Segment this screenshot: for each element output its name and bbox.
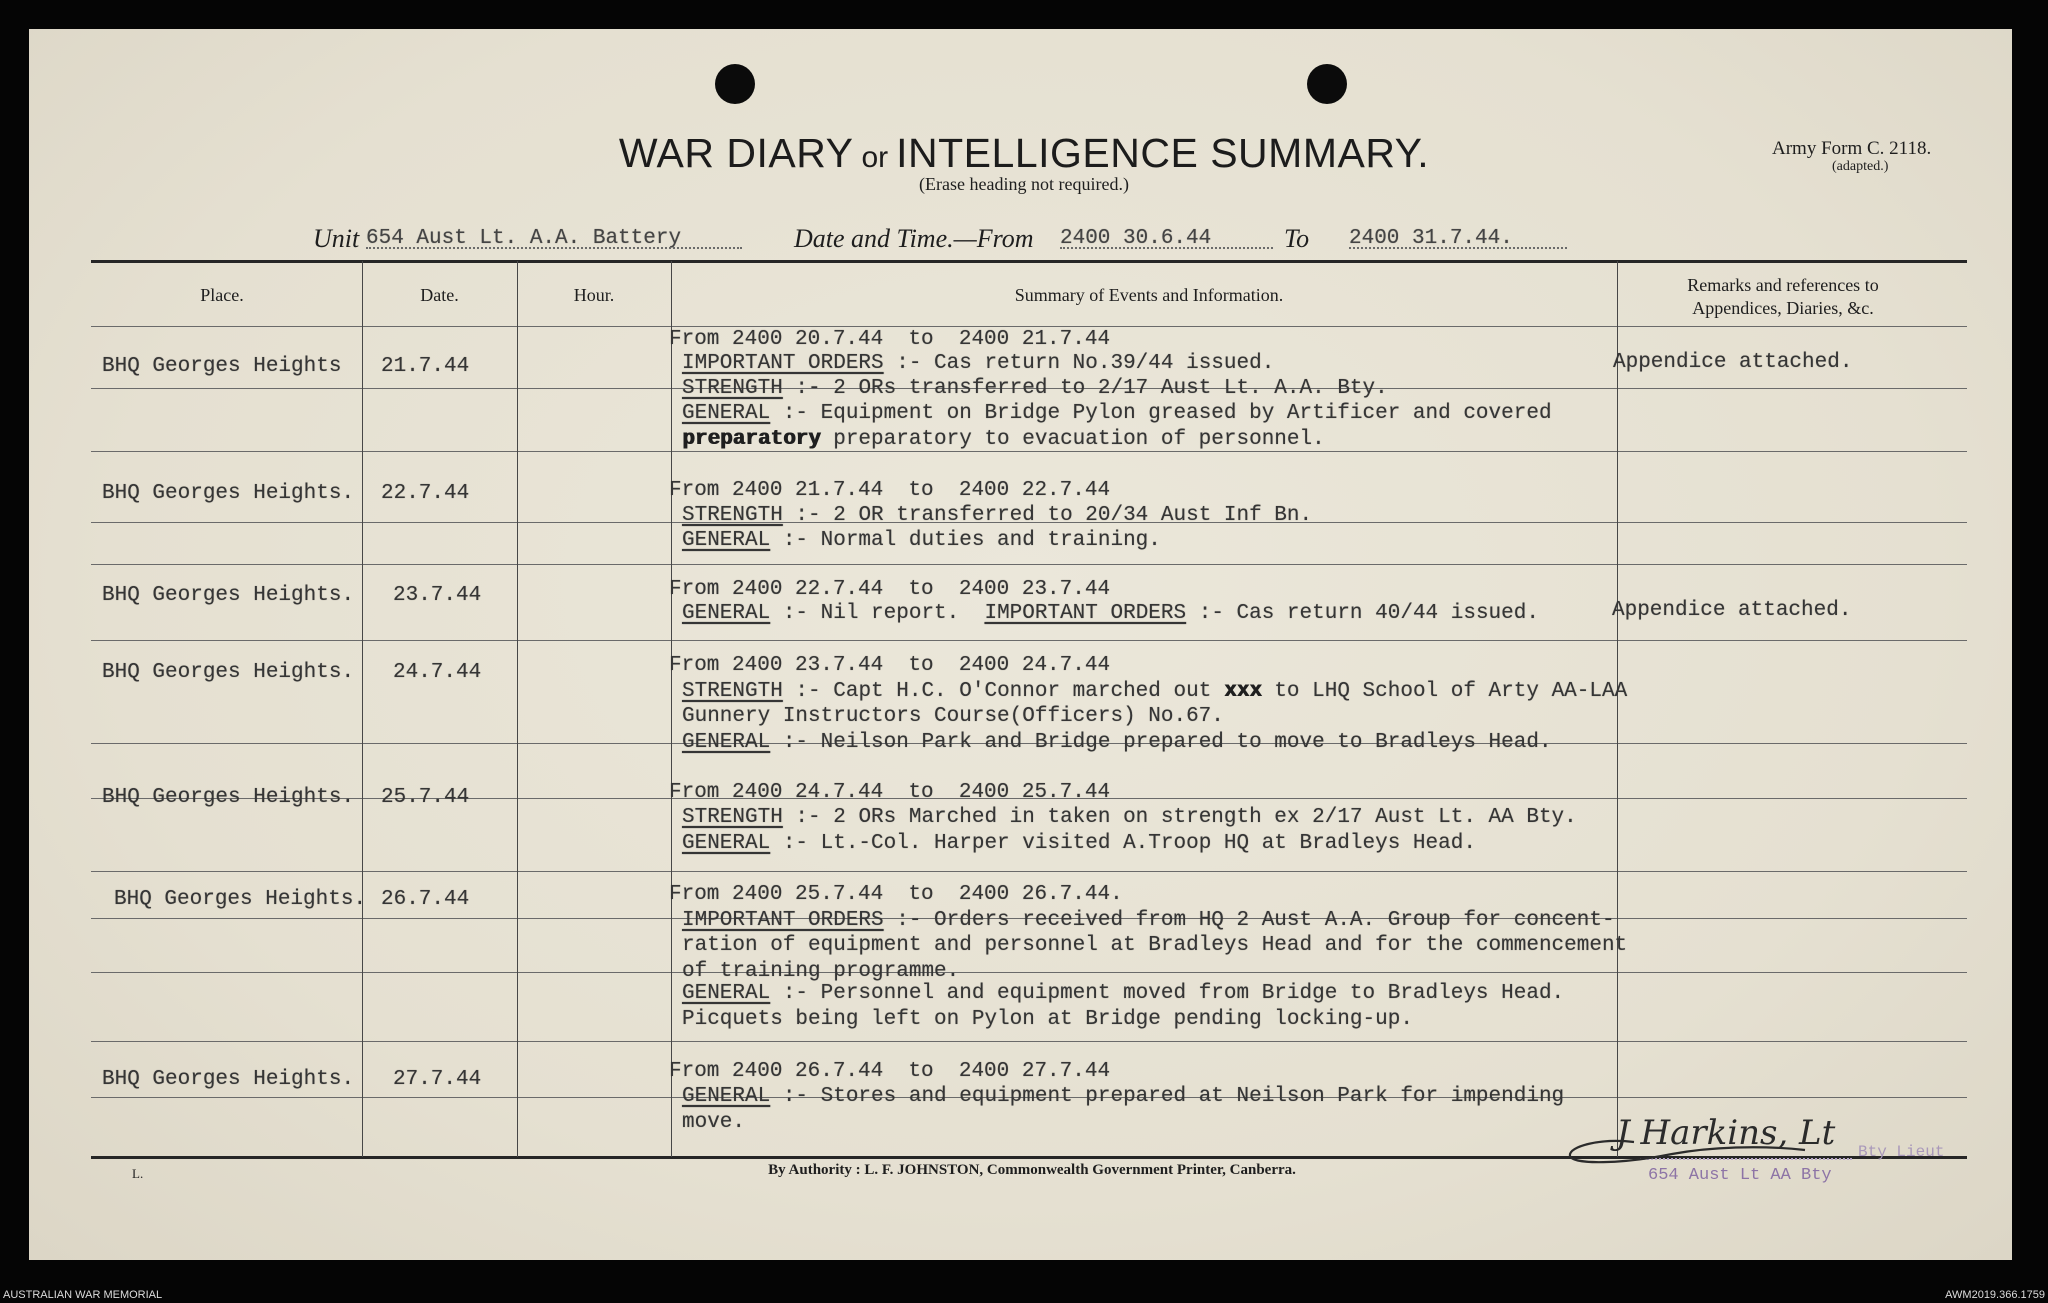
entry-3-line-2 [682,602,1539,626]
entry-1-date: 21.7.44 [381,355,470,378]
entry-7-date: 27.7.44 [393,1068,482,1091]
signature [1560,1098,1890,1168]
entry-7-place: BHQ Georges Heights. [102,1068,355,1091]
entry-1-place: BHQ Georges Heights [102,355,342,378]
entry-text: :- 2 ORs transferred to 2/17 Aust Lt. A.A. Bty. [782,377,1388,400]
entry-6-line-4: of training programme. [682,960,960,983]
general-heading: GENERAL [682,982,771,1005]
printer-authority: By Authority : L. F. JOHNSTON, Commonwealth Government Printer, Canberra. [768,1162,1296,1178]
entry-4-place: BHQ Georges Heights. [102,661,355,684]
entry-text: :- 2 OR transferred to 20/34 Aust Inf Bn. [782,504,1313,527]
entry-6-line-3: ration of equipment and personnel at Bradleys Head and for the commencement [682,934,1628,957]
from-dotted-leader [1060,247,1273,249]
struck-word: xxx [1223,680,1262,703]
entry-3-date: 23.7.44 [393,584,482,607]
entry-7-line-2 [682,1085,1564,1109]
ruled-line [91,972,1967,973]
entry-4-line-2 [682,680,1627,704]
title-or: or [861,141,889,174]
strength-heading: STRENGTH [682,806,783,829]
unit-value: 654 Aust Lt. A.A. Battery [366,227,682,250]
strength-heading: STRENGTH [682,377,783,400]
entry-1-line-2 [682,352,1274,376]
to-dotted-leader [1349,247,1567,249]
army-form-note: (adapted.) [1832,159,1889,174]
entry-7-line-3: move. [682,1111,746,1134]
header-rule [91,326,1967,327]
punch-hole-left [715,64,755,104]
entry-2-period: From 2400 21.7.44 to 2400 22.7.44 [669,479,1111,502]
entry-text: :- Equipment on Bridge Pylon greased by Artificer and covered [770,402,1552,425]
entry-1-line-3 [682,377,1388,401]
ruled-line [91,871,1967,872]
entry-6-date: 26.7.44 [381,888,470,911]
punch-hole-right [1307,64,1347,104]
entry-7-period: From 2400 26.7.44 to 2400 27.7.44 [669,1060,1111,1083]
entry-text: :- Personnel and equipment moved from Bridge to Bradleys Head. [770,982,1565,1005]
entry-1-line-5 [682,428,1325,452]
column-header-date: Date. [420,285,459,305]
general-heading: GENERAL [682,402,771,425]
entry-text: :- Neilson Park and Bridge prepared to move to Bradleys Head. [770,731,1552,754]
entry-5-date: 25.7.44 [381,786,470,809]
important-orders-heading: IMPORTANT ORDERS [682,909,884,932]
column-divider-summary-remarks [1617,261,1618,1157]
archive-institution: AUSTRALIAN WAR MEMORIAL [3,1289,163,1301]
entry-2-date: 22.7.44 [381,482,470,505]
strength-heading: STRENGTH [682,504,783,527]
entry-5-line-2 [682,806,1577,830]
entry-text: :- Normal duties and training. [770,529,1161,552]
printer-code: L. [132,1166,144,1181]
general-heading: GENERAL [682,529,771,552]
entry-4-period: From 2400 23.7.44 to 2400 24.7.44 [669,654,1111,677]
entry-text: :- Stores and equipment prepared at Neilson Park for impending [770,1085,1565,1108]
archive-accession: AWM2019.366.1759 [1945,1289,2045,1301]
column-header-place: Place. [200,285,244,305]
ruled-line [91,1041,1967,1042]
column-divider-place-date [362,261,363,1157]
entry-5-period: From 2400 24.7.44 to 2400 25.7.44 [669,781,1111,804]
date-from-value: 2400 30.6.44 [1060,227,1212,250]
strength-heading: STRENGTH [682,680,783,703]
entry-text: :- Orders received from HQ 2 Aust A.A. Group for concent- [883,909,1615,932]
column-divider-date-hour [517,261,518,1157]
entry-text: :- Lt.-Col. Harper visited A.Troop HQ at Bradleys Head. [770,832,1476,855]
entry-2-line-3 [682,529,1161,553]
entry-text: :- 2 ORs Marched in taken on strength ex 2/17 Aust Lt. AA Bty. [782,806,1577,829]
general-heading: GENERAL [682,832,771,855]
column-header-hour: Hour. [573,285,615,305]
entry-5-place: BHQ Georges Heights. [102,786,355,809]
entry-6-line-6: Picquets being left on Pylon at Bridge pending locking-up. [682,1008,1413,1031]
general-heading: GENERAL [682,1085,771,1108]
entry-4-line-3: Gunnery Instructors Course(Officers) No.67. [682,705,1224,728]
entry-6-period: From 2400 25.7.44 to 2400 26.7.44. [669,883,1123,906]
entry-3-place: BHQ Georges Heights. [102,584,355,607]
entry-1-line-4 [682,402,1552,426]
entry-text: preparatory to evacuation of personnel. [820,428,1325,451]
entry-text: to LHQ School of Arty AA-LAA [1261,680,1628,703]
form-subtitle: (Erase heading not required.) [919,174,1129,194]
column-divider-hour-summary [671,261,672,1157]
general-heading: GENERAL [682,731,771,754]
entry-text: :- Cas return 40/44 issued. [1186,602,1539,625]
important-orders-heading: IMPORTANT ORDERS [984,602,1187,625]
stamp-unit: 654 Aust Lt AA Bty [1648,1166,1832,1185]
entry-3-period: From 2400 22.7.44 to 2400 23.7.44 [669,578,1111,601]
entry-text: :- Capt H.C. O'Connor marched out [782,680,1224,703]
entry-text: :- Cas return No.39/44 issued. [883,352,1275,375]
important-orders-heading: IMPORTANT ORDERS [682,352,884,375]
signature-text: J Harkins, Lt [1616,1113,1836,1153]
date-to-label: To [1284,224,1310,253]
entry-1-period: From 2400 20.7.44 to 2400 21.7.44 [669,328,1111,351]
entry-5-line-3 [682,832,1476,856]
army-form-number: Army Form C. 2118. [1772,138,1932,159]
general-heading: GENERAL [682,602,771,625]
title-intelligence-summary: INTELLIGENCE SUMMARY. [896,130,1430,176]
column-header-remarks-line2: Appendices, Diaries, &c. [1692,298,1874,318]
entry-4-date: 24.7.44 [393,661,482,684]
column-header-summary: Summary of Events and Information. [1014,285,1284,305]
entry-text: :- Nil report. [770,602,985,625]
unit-dotted-leader [366,247,742,249]
entry-6-line-5 [682,982,1564,1006]
entry-4-line-4 [682,731,1552,755]
entry-2-line-2 [682,504,1312,528]
ruled-line [91,640,1967,641]
ruled-line [91,564,1967,565]
struck-word: preparatory [682,428,821,451]
column-header-remarks-line1: Remarks and references to [1687,275,1879,295]
date-time-from-label: Date and Time.—From [794,224,1034,253]
title-war-diary: WAR DIARY [618,130,854,176]
table-top-rule [91,260,1967,263]
entry-3-remarks: Appendice attached. [1612,599,1852,622]
stamp-rank: Bty Lieut [1858,1143,1945,1161]
date-to-value: 2400 31.7.44. [1349,227,1513,250]
entry-2-place: BHQ Georges Heights. [102,482,355,505]
entry-6-line-2 [682,909,1615,933]
entry-6-place: BHQ Georges Heights. [114,888,367,911]
unit-label: Unit [313,224,360,253]
entry-1-remarks: Appendice attached. [1613,351,1853,374]
